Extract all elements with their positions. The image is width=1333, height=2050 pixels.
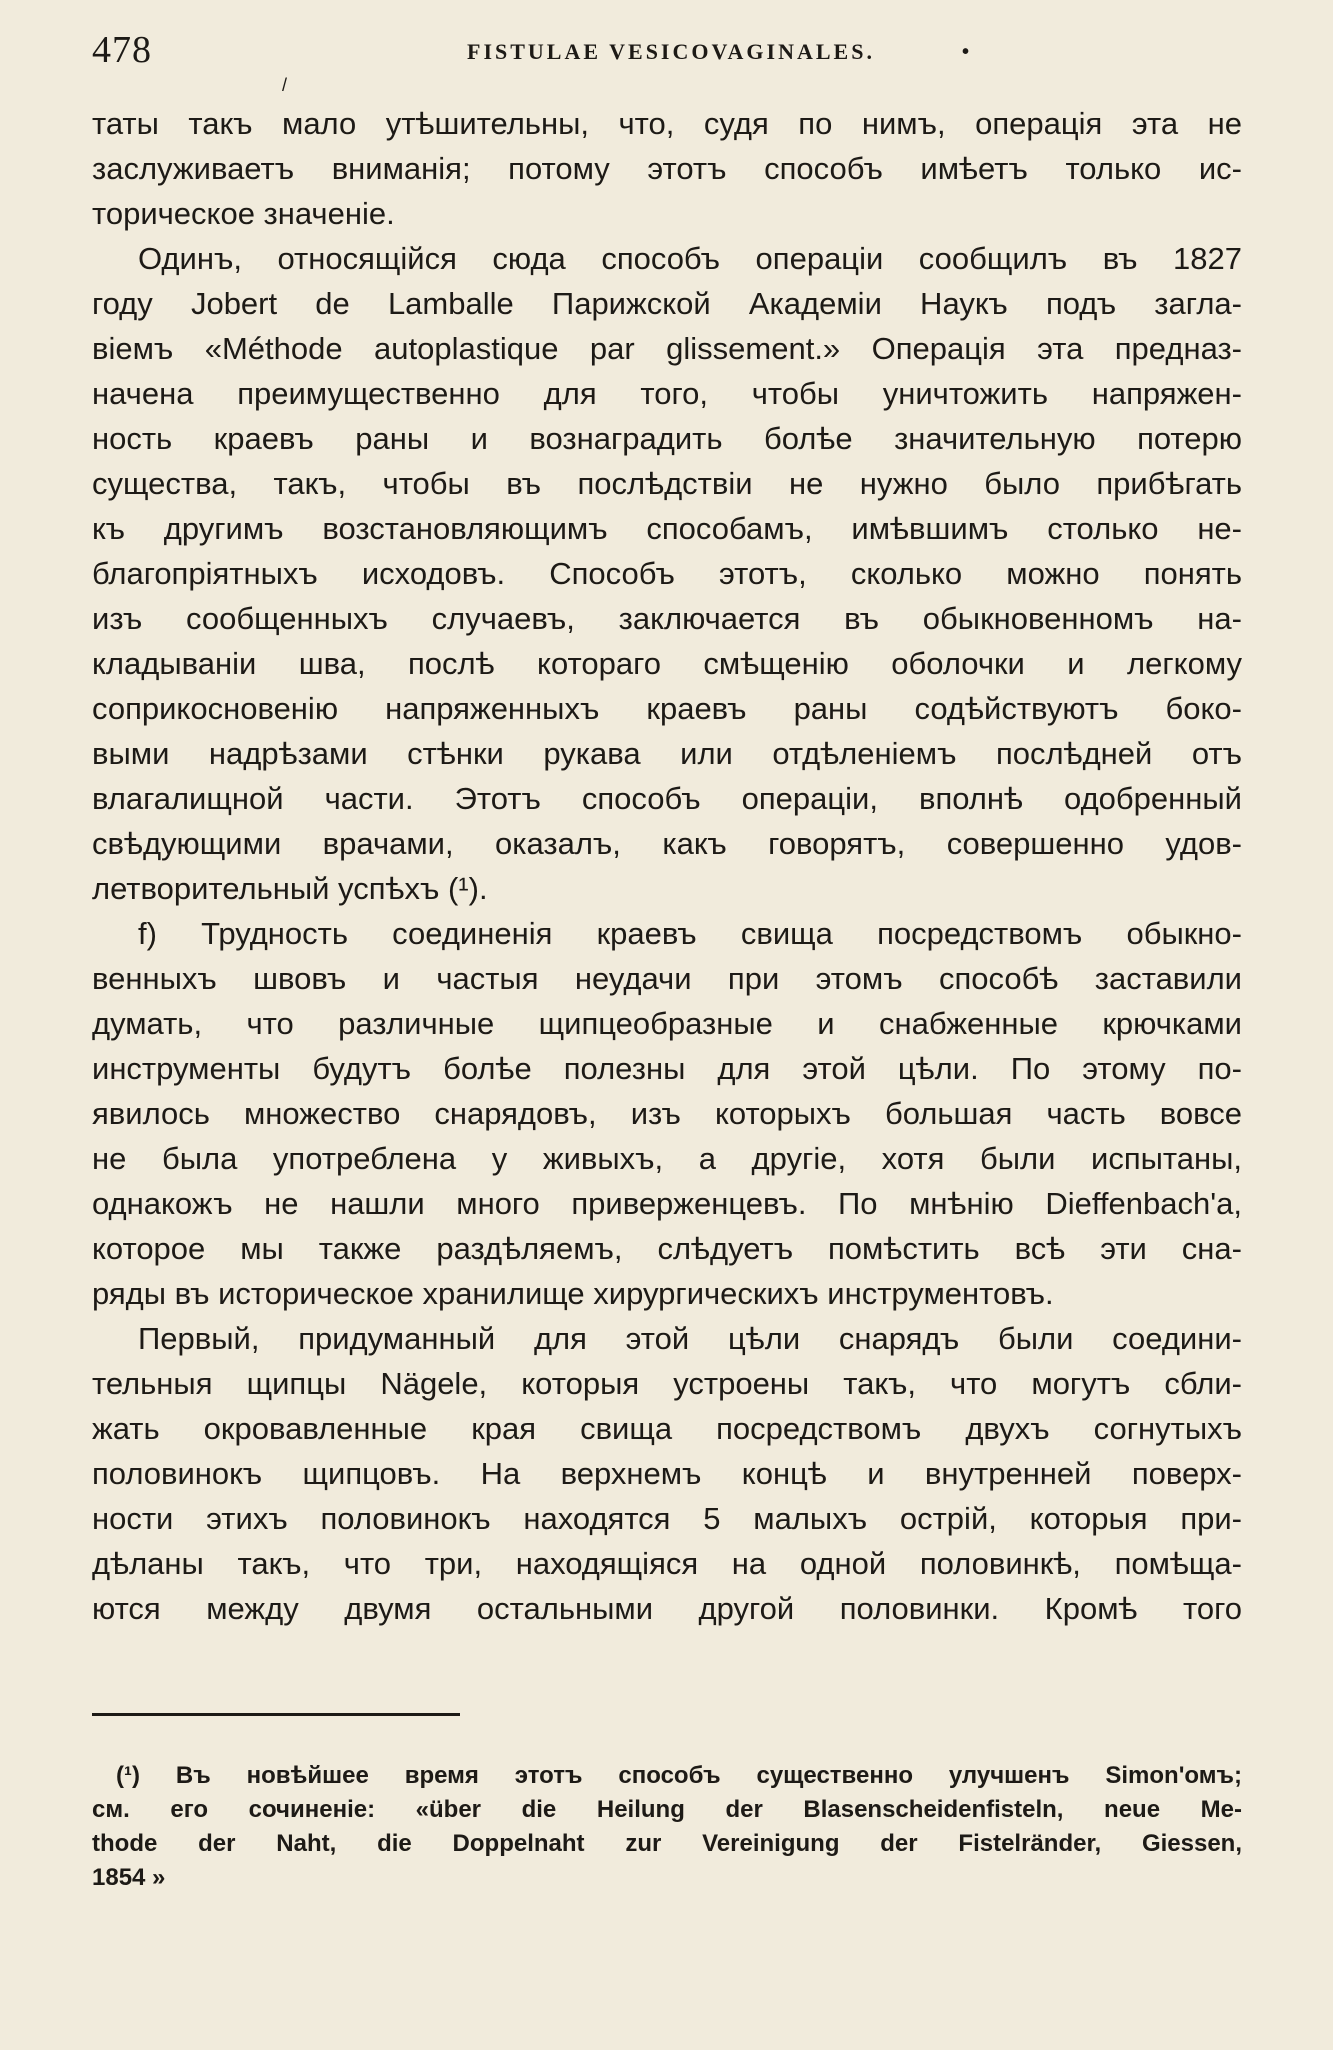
text-line: венныхъ швовъ и частыя неудачи при этомъ способѣ заставили <box>92 961 1242 996</box>
text-line: заслуживаетъ вниманія; потому этотъ способъ имѣетъ только ис- <box>92 151 1242 186</box>
text-line: половинокъ щипцовъ. На верхнемъ концѣ и внутренней поверх- <box>92 1456 1242 1491</box>
text-line: влагалищной части. Этотъ способъ операціи, вполнѣ одобренный <box>92 781 1242 816</box>
text-line: соприкосновенію напряженныхъ краевъ раны содѣйствуютъ боко- <box>92 691 1242 726</box>
text-line: Одинъ, относящійся сюда способъ операціи сообщилъ въ 1827 <box>138 241 1242 276</box>
stray-pen-mark: / <box>282 75 288 95</box>
text-line: жать окровавленные края свища посредствомъ двухъ согнутыхъ <box>92 1411 1242 1446</box>
text-line: инструменты будутъ болѣе полезны для этой цѣли. По этому по- <box>92 1051 1242 1086</box>
text-line: свѣдующими врачами, оказалъ, какъ говорятъ, совершенно удов- <box>92 826 1242 861</box>
text-line: однакожъ не нашли много приверженцевъ. По мнѣнію Dieffenbach'a, <box>92 1186 1242 1221</box>
footnote-rule <box>92 1713 460 1716</box>
text-line: таты такъ мало утѣшительны, что, судя по нимъ, операція эта не <box>92 106 1242 141</box>
footnote-line: thode der Naht, die Doppelnaht zur Vereinigung der Fistelränder, Giessen, <box>92 1830 1242 1857</box>
footnote <box>92 1759 1242 1895</box>
text-line: благопріятныхъ исходовъ. Способъ этотъ, сколько можно понять <box>92 556 1242 591</box>
text-line: віемъ «Méthode autoplastique par glissement.» Операція эта предназ- <box>92 331 1242 366</box>
text-line: не была употреблена у живыхъ, а другіе, хотя были испытаны, <box>92 1141 1242 1176</box>
footnote-line: см. его сочиненіе: «über die Heilung der Blasenscheidenfisteln, neue Me- <box>92 1796 1242 1823</box>
text-line: изъ сообщенныхъ случаевъ, заключается въ обыкновенномъ на- <box>92 601 1242 636</box>
text-line: году Jobert de Lamballe Парижской Академіи Наукъ подъ загла- <box>92 286 1242 321</box>
text-line: летворительный успѣхъ (¹). <box>92 871 488 906</box>
running-title: FISTULAE VESICOVAGINALES. <box>467 39 875 64</box>
text-line: ность краевъ раны и вознаградить болѣе значительную потерю <box>92 421 1242 456</box>
footnote-line: (¹) Въ новѣйшее время этотъ способъ существенно улучшенъ Simon'омъ; <box>116 1762 1242 1789</box>
text-line: ности этихъ половинокъ находятся 5 малыхъ острій, которыя при- <box>92 1501 1242 1536</box>
main-text <box>92 101 1242 1631</box>
footnote-line: 1854 » <box>92 1864 166 1891</box>
text-line: къ другимъ возстановляющимъ способамъ, имѣвшимъ столько не- <box>92 511 1242 546</box>
text-line: выми надрѣзами стѣнки рукава или отдѣленіемъ послѣдней отъ <box>92 736 1242 771</box>
text-line: f) Трудность соединенія краевъ свища посредствомъ обыкно- <box>138 916 1242 951</box>
text-line: Первый, придуманный для этой цѣли снарядъ были соедини- <box>138 1321 1242 1356</box>
text-line: которое мы также раздѣляемъ, слѣдуетъ помѣстить всѣ эти сна- <box>92 1231 1242 1266</box>
text-line: дѣланы такъ, что три, находящіяся на одной половинкѣ, помѣща- <box>92 1546 1242 1581</box>
page-number: 478 <box>92 29 152 71</box>
text-line: начена преимущественно для того, чтобы уничтожить напряжен- <box>92 376 1242 411</box>
text-line: существа, такъ, чтобы въ послѣдствіи не нужно было прибѣгать <box>92 466 1242 501</box>
text-line: кладываніи шва, послѣ котораго смѣщенію оболочки и легкому <box>92 646 1242 681</box>
text-line: явилось множество снарядовъ, изъ которыхъ большая часть вовсе <box>92 1096 1242 1131</box>
text-line: ряды въ историческое хранилище хирургическихъ инструментовъ. <box>92 1276 1054 1311</box>
page-header <box>92 28 1242 72</box>
text-line: торическое значеніе. <box>92 196 395 231</box>
text-line: тельныя щипцы Nägele, которыя устроены такъ, что могутъ сбли- <box>92 1366 1242 1401</box>
text-line: ются между двумя остальными другой половинки. Кромѣ того <box>92 1591 1242 1626</box>
header-dot-mark: • <box>962 41 970 63</box>
text-line: думать, что различные щипцеобразные и снабженные крючками <box>92 1006 1242 1041</box>
